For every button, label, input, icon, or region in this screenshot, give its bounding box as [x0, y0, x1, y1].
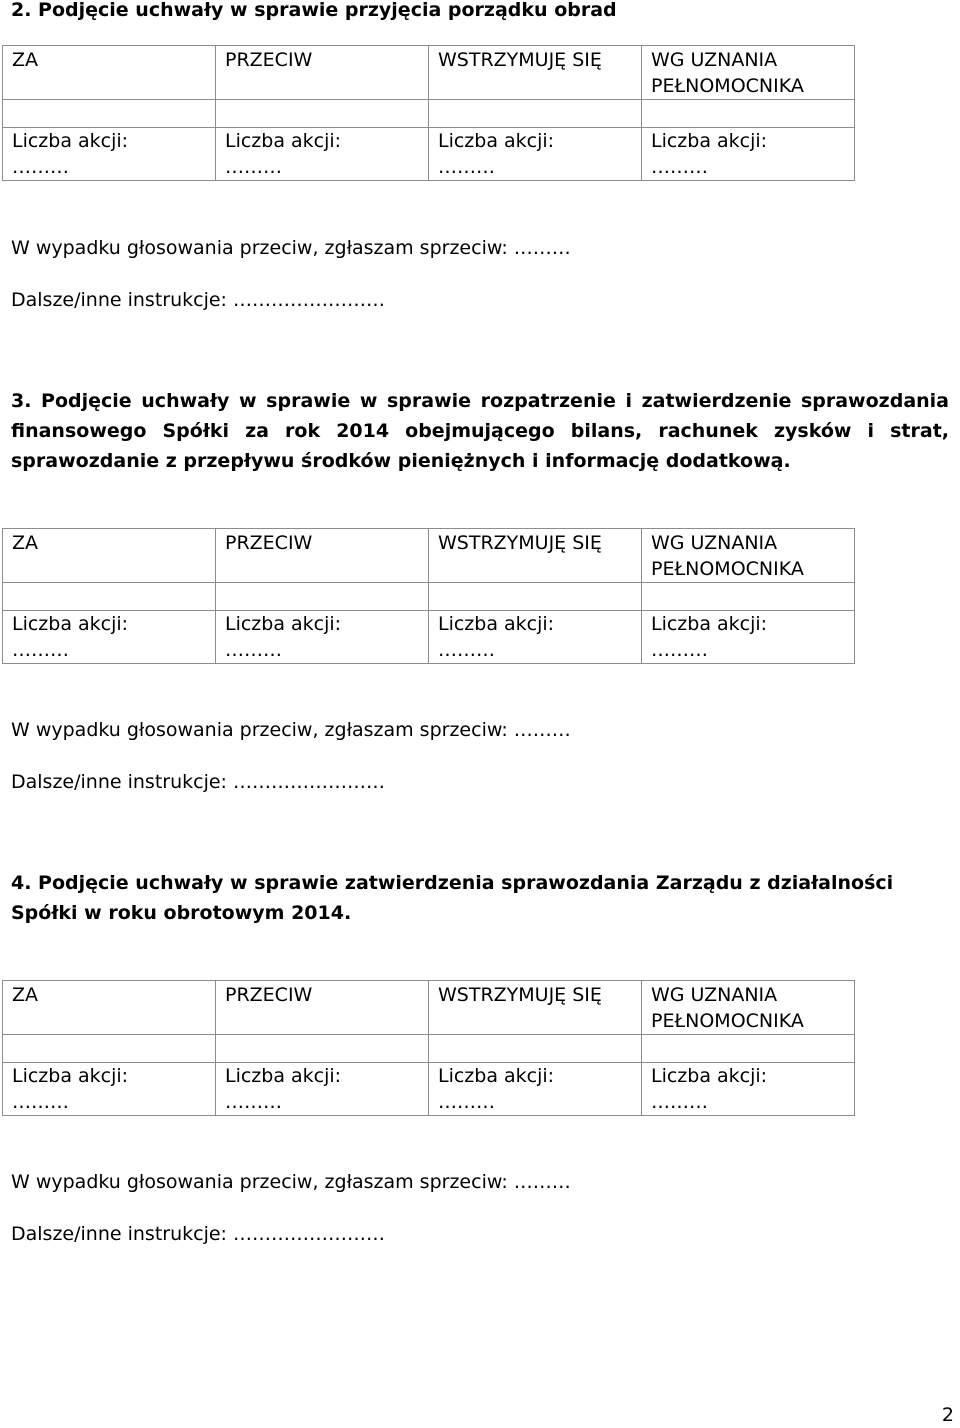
- share-count-label: Liczba akcji:: [438, 1065, 555, 1087]
- vote-option-proxy-discretion: WG UZNANIA PEŁNOMOCNIKA: [642, 981, 855, 1035]
- objection-line: W wypadku głosowania przeciw, zgłaszam sprzeciw: ………: [11, 237, 571, 259]
- share-count-value: ………: [12, 639, 69, 661]
- share-count-value: ………: [438, 156, 495, 178]
- empty-cell: [216, 583, 429, 611]
- empty-cell: [3, 1035, 216, 1063]
- empty-cell: [429, 100, 642, 128]
- empty-cell: [642, 583, 855, 611]
- objection-line: W wypadku głosowania przeciw, zgłaszam sprzeciw: ………: [11, 1171, 571, 1193]
- share-count-label: Liczba akcji:: [651, 1065, 768, 1087]
- empty-cell: [216, 100, 429, 128]
- vote-table: [2, 528, 855, 664]
- vote-option-for: ZA: [3, 981, 216, 1035]
- objection-line: W wypadku głosowania przeciw, zgłaszam sprzeciw: ………: [11, 719, 571, 741]
- share-count-value: ………: [225, 156, 282, 178]
- share-count-cell-proxy[interactable]: [642, 128, 855, 181]
- share-count-label: Liczba akcji:: [438, 613, 555, 635]
- section-heading: 2. Podjęcie uchwały w sprawie przyjęcia porządku obrad: [11, 0, 617, 21]
- vote-option-against: PRZECIW: [216, 46, 429, 100]
- instructions-line: Dalsze/inne instrukcje: ……………………: [11, 289, 385, 311]
- share-count-label: Liczba akcji:: [225, 613, 342, 635]
- share-count-label: Liczba akcji:: [438, 130, 555, 152]
- share-count-cell-against[interactable]: [216, 1063, 429, 1116]
- share-count-value: ………: [438, 1091, 495, 1113]
- share-count-value: ………: [438, 639, 495, 661]
- empty-cell: [3, 100, 216, 128]
- instructions-line: Dalsze/inne instrukcje: ……………………: [11, 1223, 385, 1245]
- share-count-cell-proxy[interactable]: [642, 611, 855, 664]
- share-count-value: ………: [225, 639, 282, 661]
- empty-cell: [642, 1035, 855, 1063]
- vote-option-against: PRZECIW: [216, 981, 429, 1035]
- share-count-cell-for[interactable]: [3, 1063, 216, 1116]
- share-count-label: Liczba akcji:: [651, 613, 768, 635]
- share-count-cell-for[interactable]: [3, 128, 216, 181]
- share-count-value: ………: [12, 156, 69, 178]
- share-count-cell-for[interactable]: [3, 611, 216, 664]
- share-count-value: ………: [651, 1091, 708, 1113]
- empty-cell: [429, 1035, 642, 1063]
- empty-cell: [642, 100, 855, 128]
- vote-option-abstain: WSTRZYMUJĘ SIĘ: [429, 529, 642, 583]
- share-count-label: Liczba akcji:: [225, 130, 342, 152]
- vote-option-abstain: WSTRZYMUJĘ SIĘ: [429, 981, 642, 1035]
- vote-table: [2, 980, 855, 1116]
- share-count-label: Liczba akcji:: [12, 613, 129, 635]
- share-count-cell-proxy[interactable]: [642, 1063, 855, 1116]
- share-count-label: Liczba akcji:: [12, 1065, 129, 1087]
- share-count-cell-abstain[interactable]: [429, 611, 642, 664]
- vote-option-for: ZA: [3, 529, 216, 583]
- share-count-cell-abstain[interactable]: [429, 128, 642, 181]
- share-count-cell-against[interactable]: [216, 128, 429, 181]
- empty-cell: [429, 583, 642, 611]
- vote-option-against: PRZECIW: [216, 529, 429, 583]
- section-heading: 4. Podjęcie uchwały w sprawie zatwierdzenia sprawozdania Zarządu z działalności Spółki w roku obrotowym 2014.: [11, 872, 894, 924]
- share-count-cell-against[interactable]: [216, 611, 429, 664]
- share-count-label: Liczba akcji:: [12, 130, 129, 152]
- share-count-label: Liczba akcji:: [225, 1065, 342, 1087]
- vote-table: [2, 45, 855, 181]
- section-heading: 3. Podjęcie uchwały w sprawie w sprawie rozpatrzenie i zatwierdzenie sprawozdania finansowego Spółki za rok 2014 obejmującego bilans, rachunek zysków i strat, sprawozdanie z przepływu środków pieniężnych i informację dodatkową.: [11, 390, 949, 472]
- vote-option-for: ZA: [3, 46, 216, 100]
- share-count-label: Liczba akcji:: [651, 130, 768, 152]
- page-number: 2: [941, 1404, 954, 1426]
- share-count-cell-abstain[interactable]: [429, 1063, 642, 1116]
- empty-cell: [216, 1035, 429, 1063]
- share-count-value: ………: [225, 1091, 282, 1113]
- vote-option-proxy-discretion: WG UZNANIA PEŁNOMOCNIKA: [642, 529, 855, 583]
- vote-option-proxy-discretion: WG UZNANIA PEŁNOMOCNIKA: [642, 46, 855, 100]
- empty-cell: [3, 583, 216, 611]
- share-count-value: ………: [12, 1091, 69, 1113]
- share-count-value: ………: [651, 639, 708, 661]
- instructions-line: Dalsze/inne instrukcje: ……………………: [11, 771, 385, 793]
- vote-option-abstain: WSTRZYMUJĘ SIĘ: [429, 46, 642, 100]
- share-count-value: ………: [651, 156, 708, 178]
